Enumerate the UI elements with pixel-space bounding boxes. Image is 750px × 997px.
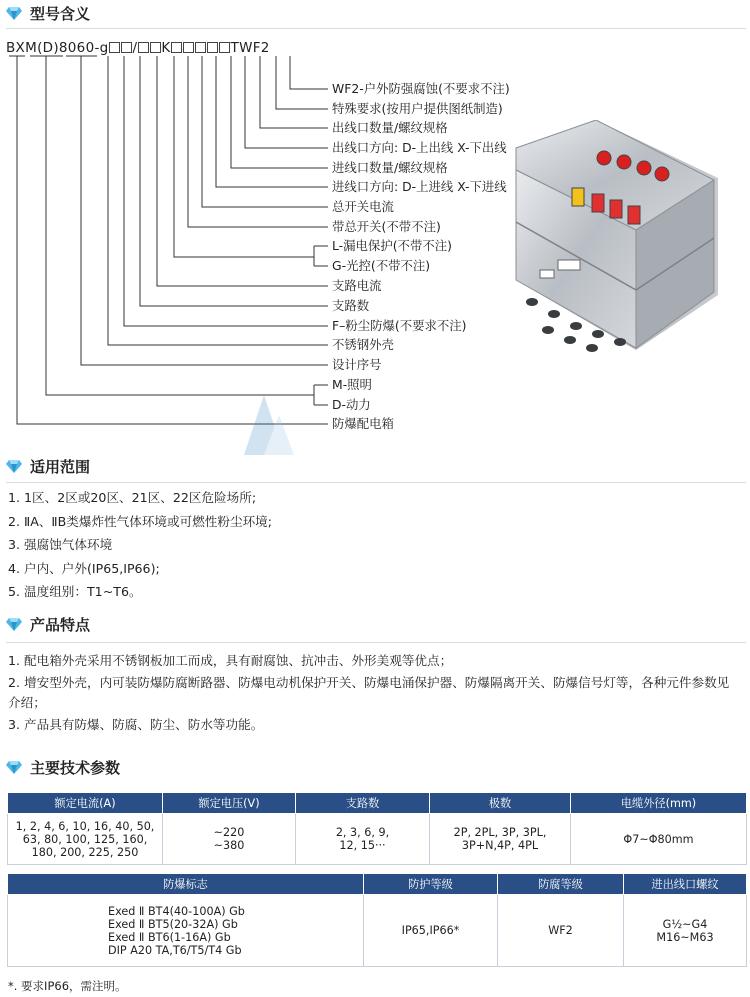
- legend-item: 支路数: [332, 298, 370, 313]
- legend-item: 总开关电流: [332, 199, 394, 214]
- footnote: *. 要求IP66，需注明。: [8, 979, 127, 993]
- feature-list: [8, 651, 738, 737]
- table-header: 极数: [430, 793, 571, 814]
- legend-item: 带总开关(不带不注): [332, 219, 441, 234]
- table-header: 防爆标志: [8, 874, 364, 895]
- legend-item: 出线口数量/螺纹规格: [332, 120, 448, 135]
- section-title: 型号含义: [30, 4, 91, 23]
- code-md: M(D): [25, 40, 59, 56]
- table-cell: 1, 2, 4, 6, 10, 16, 40, 50, 63, 80, 100, 125, 160, 180, 200, 225, 250: [8, 814, 163, 865]
- product-photo: [496, 120, 736, 370]
- spec-table-2: [7, 873, 747, 967]
- legend-item: 特殊要求(按用户提供图纸制造): [332, 101, 503, 116]
- legend-item: M-照明: [332, 377, 372, 392]
- legend-item: 支路电流: [332, 278, 382, 293]
- legend-item: 出线口方向: D-上出线 X-下出线: [332, 140, 507, 155]
- list-item: 5. 温度组别：T1~T6。: [8, 584, 142, 599]
- scope-list: [8, 489, 272, 607]
- divider: [6, 642, 746, 643]
- divider: [6, 482, 746, 483]
- table-header: 进出线口螺纹: [624, 874, 747, 895]
- diamond-icon: [6, 759, 22, 775]
- table-header: 防腐等级: [498, 874, 624, 895]
- table-cell: IP65,IP66*: [364, 895, 498, 967]
- code-t: T: [230, 40, 240, 56]
- list-item: 4. 户内、户外(IP65,IP66);: [8, 560, 160, 576]
- legend-item: 防爆配电箱: [332, 416, 394, 431]
- list-item: 2. ⅡA、ⅡB类爆炸性气体环境或可燃性粉尘环境;: [8, 513, 273, 529]
- legend-item: 进线口数量/螺纹规格: [332, 160, 448, 175]
- code-8060: 8060: [58, 40, 95, 56]
- section-heading-features: [6, 613, 90, 635]
- spec-table-1: [7, 792, 747, 865]
- section-title: 主要技术参数: [30, 758, 121, 777]
- table-row: [8, 814, 747, 865]
- code-slash: /: [132, 40, 138, 56]
- code-bx: BX: [6, 40, 26, 56]
- table-cell: Φ7~Φ80mm: [571, 814, 747, 865]
- watermark-logo: [234, 385, 314, 465]
- table-cell: Exed Ⅱ BT4(40-100A) Gb Exed Ⅱ BT5(20-32A) Gb Exed Ⅱ BT6(1-16A) Gb DIP A20 TA,T6/T5/T4 Gb: [8, 895, 364, 967]
- code-dash: -: [94, 40, 100, 56]
- code-wf2: WF2: [239, 40, 270, 56]
- section-title: 产品特点: [30, 615, 91, 634]
- table-header: 防护等级: [364, 874, 498, 895]
- list-item: 3. 产品具有防爆、防腐、防尘、防水等功能。: [8, 717, 264, 732]
- list-item: 1. 配电箱外壳采用不锈钢板加工而成，具有耐腐蚀、抗冲击、外形美观等优点；: [8, 653, 453, 668]
- section-title: 适用范围: [30, 457, 91, 476]
- table-cell: WF2: [498, 895, 624, 967]
- code-k: K: [161, 40, 171, 56]
- diamond-icon: [6, 616, 22, 632]
- section-heading-params: [6, 756, 120, 778]
- list-item: 2. 增安型外壳，内可装防爆防腐断路器、防爆电动机保护开关、防爆电涌保护器、防爆隔离开关、防爆信号灯等，各种元件参数见介绍；: [8, 675, 730, 710]
- legend-item: 不锈钢外壳: [332, 337, 394, 352]
- table-header: 电缆外径(mm): [571, 793, 747, 814]
- legend-item: 进线口方向: D-上进线 X-下进线: [332, 179, 507, 194]
- legend-item: F–粉尘防爆(不要求不注): [332, 318, 467, 333]
- code-g: g: [99, 40, 109, 56]
- diamond-icon: [6, 458, 22, 474]
- legend-item: L-漏电保护(不带不注): [332, 238, 452, 253]
- table-cell: 2, 3, 6, 9, 12, 15···: [296, 814, 430, 865]
- legend-item: G-光控(不带不注): [332, 258, 431, 273]
- table-cell: 2P, 2PL, 3P, 3PL, 3P+N,4P, 4PL: [430, 814, 571, 865]
- legend-item: D-动力: [332, 397, 371, 412]
- table-cell: ~220 ~380: [163, 814, 296, 865]
- section-heading-scope: [6, 455, 90, 477]
- list-item: 1. 1区、2区或20区、21区、22区危险场所;: [8, 490, 257, 505]
- table-header: 额定电压(V): [163, 793, 296, 814]
- legend-item: WF2-户外防强腐蚀(不要求不注): [332, 81, 510, 96]
- table-row: [8, 895, 747, 967]
- table-cell: G½~G4 M16~M63: [624, 895, 747, 967]
- table-header: 支路数: [296, 793, 430, 814]
- legend-item: 设计序号: [332, 357, 382, 372]
- table-header: 额定电流(A): [8, 793, 163, 814]
- list-item: 3. 强腐蚀气体环境: [8, 537, 113, 552]
